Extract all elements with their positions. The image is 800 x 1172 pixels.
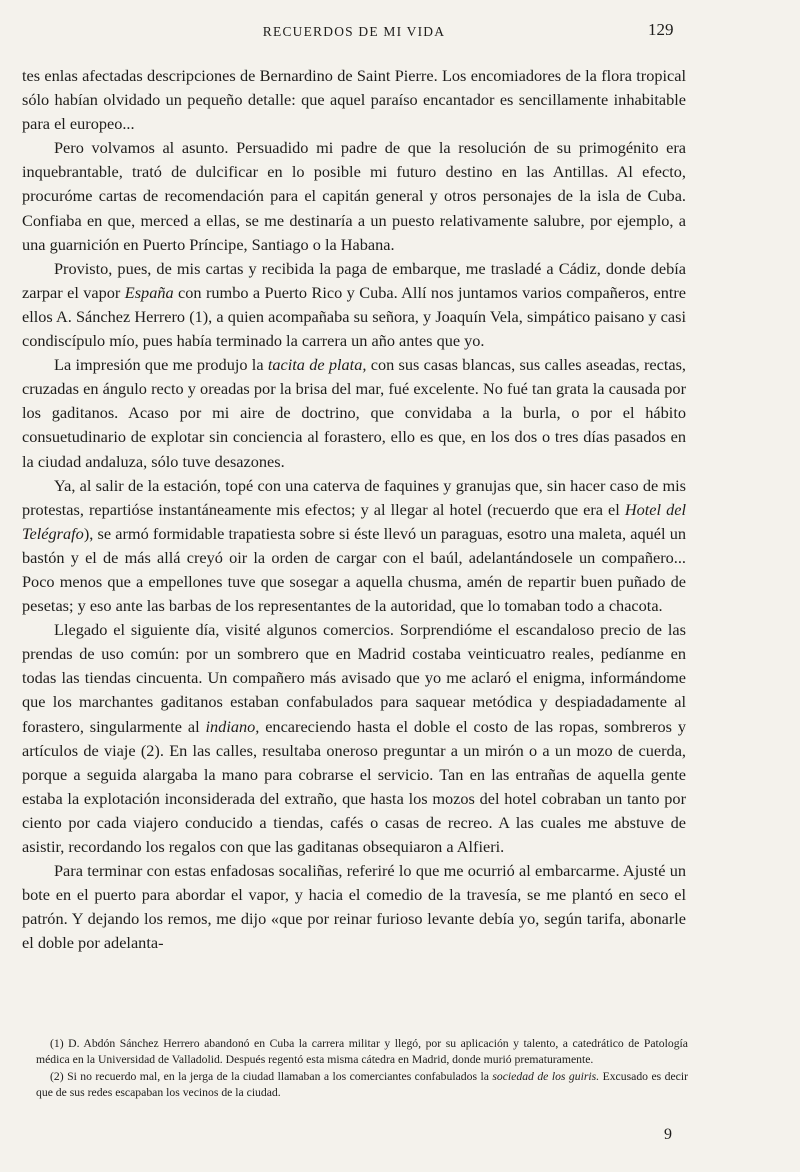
text-run: ), se armó formidable trapatiesta sobre si éste llevó un paraguas, esotro una maleta, aquél un bastón y el de más allá creyó oir la orden de cargar con el baúl, adelantándosele un compañero... Poco menos que a empellones tuve que sosegar a aquella chusma, amén de repartir buen puñado de pesetas; y eso ante las barbas de los representantes de la autoridad, que lo tomaban todo a chacota. <box>22 523 686 616</box>
text-run: (2) Si no recuerdo mal, en la jerga de la ciudad llamaban a los comerciantes confabulados la <box>50 1069 493 1083</box>
paragraph <box>22 257 686 353</box>
text-run: Para terminar con estas enfadosas socaliñas, referiré lo que me ocurrió al embarcarme. Ajusté un bote en el puerto para abordar el vapor, y hacia el comedio de la travesía, se me plantó en seco el patrón. Y dejando los remos, me dijo «que por reinar furioso levante debía yo, según tarifa, abonarle el doble por adelanta- <box>22 861 686 953</box>
text-run: con sus casas blancas, sus calles aseadas, rectas, cruzadas en ángulo recto y oreadas por la brisa del mar, fué excelente. No fué tan grata la causada por los gaditanos. Acaso por mi aire de doctrino, que convidaba a la burla, o por el hábito consuetudinario de explotar sin conciencia al forastero, ello es que, en los dos o tres días pasados en la ciudad andaluza, sólo tuve desazones. <box>22 355 687 471</box>
printer-signature-mark: 9 <box>664 1126 672 1143</box>
running-header: RECUERDOS DE MI VIDA <box>262 24 446 39</box>
italic-text: España <box>124 282 174 302</box>
text-run: con rumbo a Puerto Rico y Cuba. Allí nos juntamos varios compañeros, entre ellos A. Sánchez Herrero (1), a quien acompañaba su señora, y Joaquín Vela, simpático paisano y casi condiscípulo mío, pues había terminado la carrera un año antes que yo. <box>22 282 686 351</box>
paragraph <box>22 64 686 136</box>
text-run: La impresión que me produjo la <box>54 355 268 375</box>
paragraph <box>22 474 686 619</box>
footnote <box>36 1069 688 1102</box>
paragraph <box>22 353 686 473</box>
text-run: Excusado es decir que de sus redes escapaban los vecinos de la ciudad. <box>36 1069 689 1100</box>
footnotes <box>36 1036 688 1102</box>
text-run: Ya, al salir de la estación, topé con una caterva de faquines y granujas que, sin hacer caso de mis protestas, repartióse instantáneamente mis efectos; y al llegar al hotel (recuerdo que era el <box>22 475 686 519</box>
text-run: Pero volvamos al asunto. Persuadido mi padre de que la resolución de su primogénito era inquebrantable, trató de dulcificar en lo posible mi futuro destino en las Antillas. Al efecto, procuróme cartas de recomendación para el capitán general y otros personajes de la isla de Cuba. Confiaba en que, merced a ellas, se me destinaría a un puesto relativamente salubre, por ejemplo, a una guarnición en Puerto Príncipe, Santiago o la Habana. <box>22 138 686 254</box>
paragraph <box>22 136 686 256</box>
text-run: (1) D. Abdón Sánchez Herrero abandonó en Cuba la carrera militar y llegó, por su aplicación y talento, a catedrático de Patología médica en la Universidad de Valladolid. Después regentó esta misma cátedra en Madrid, donde murió prematuramente. <box>36 1037 688 1067</box>
text-run: encareciendo hasta el doble el costo de las ropas, sombreros y artículos de viaje (2). En las calles, resultaba oneroso preguntar a un mirón o a un mozo de cuerda, porque a seguida alargaba la mano para cobrarse el servicio. Tan en las entrañas de aquella gente estaba la explotación inconsiderada del extraño, que hasta los mozos del hotel cobraban un tanto por ciento por cada viajero conducido a tiendas, cafés o casas de recreo. A las cuales me abstuve de asistir, recordando los regalos con que las gaditanas obsequiaron a Alfieri. <box>22 716 686 856</box>
italic-text: indiano, <box>205 716 260 736</box>
text-run: tes enlas afectadas descripciones de Bernardino de Saint Pierre. Los encomiadores de la flora tropical sólo habían olvidado un pequeño detalle: que aquel paraíso encantador es sencillamente inhabitable para el europeo... <box>22 66 686 134</box>
footnote <box>36 1036 688 1069</box>
main-text <box>22 64 686 955</box>
text-run: Llegado el siguiente día, visité algunos comercios. Sorprendióme el escandaloso precio de las prendas de uso común: por un sombrero que en Madrid costaba veinticuatro reales, pedíanme en todas las tiendas cincuenta. Un compañero más avisado que yo me aclaró el enigma, informándome que los marchantes gaditanos estaban confabulados para saquear metódica y despiadadamente al forastero, singularmente al <box>22 620 686 736</box>
paragraph <box>22 859 686 955</box>
page-number: 129 <box>648 20 674 39</box>
text-run: Provisto, pues, de mis cartas y recibida la paga de embarque, me trasladé a Cádiz, donde debía zarpar el vapor <box>22 258 686 302</box>
italic-text: Hotel del Telégrafo <box>22 499 686 543</box>
italic-text: sociedad de los guiris. <box>492 1069 600 1083</box>
paragraph <box>22 618 686 859</box>
italic-text: tacita de plata, <box>267 355 367 375</box>
